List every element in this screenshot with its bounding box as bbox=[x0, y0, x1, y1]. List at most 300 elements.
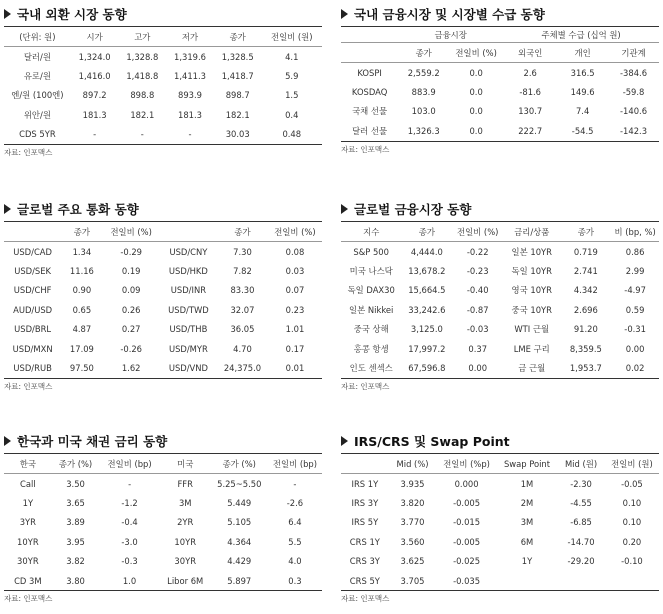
table-cell: USD/SEK bbox=[14, 266, 52, 277]
table-row bbox=[341, 261, 659, 280]
table-cell: - bbox=[128, 478, 132, 489]
table-cell: 898.7 bbox=[225, 90, 250, 101]
table-cell: 2.741 bbox=[573, 266, 598, 277]
table-cell: 4,444.0 bbox=[410, 246, 443, 257]
column-header: 저가 bbox=[166, 27, 214, 47]
column-header: 기관계 bbox=[608, 43, 659, 63]
table-cell: 0.0 bbox=[469, 125, 483, 136]
table-cell: 3.705 bbox=[400, 575, 425, 586]
table-cell: -0.22 bbox=[466, 246, 489, 257]
table-cell: 5.25~5.50 bbox=[217, 478, 262, 489]
table-cell: USD/MXN bbox=[12, 343, 53, 354]
source-note: 자료: 인포맥스 bbox=[341, 144, 390, 154]
table-cell: -6.85 bbox=[570, 517, 592, 528]
table-cell: USD/CNY bbox=[169, 246, 208, 257]
table-cell: 0.37 bbox=[468, 343, 488, 354]
table-cell: 2M bbox=[520, 498, 534, 509]
table-cell: 2,559.2 bbox=[407, 67, 440, 78]
table-row bbox=[341, 571, 659, 590]
table-cell: Call bbox=[20, 478, 36, 489]
table-row bbox=[4, 474, 322, 494]
column-header bbox=[160, 222, 217, 242]
table-cell: 2.6 bbox=[523, 67, 537, 78]
panel-title-text: 글로벌 주요 통화 동향 bbox=[17, 202, 139, 217]
table-cell: 1,328.8 bbox=[126, 51, 159, 62]
column-header: Mid (%) bbox=[389, 454, 437, 474]
table-cell: 3.935 bbox=[400, 478, 425, 489]
table-cell: IRS 3Y bbox=[351, 498, 379, 509]
source-note: 자료: 인포맥스 bbox=[4, 381, 53, 391]
panel-global-markets bbox=[341, 201, 659, 392]
panel-bonds bbox=[4, 433, 322, 604]
table-row bbox=[4, 242, 322, 262]
table-cell: 898.8 bbox=[130, 90, 155, 101]
table-cell: -0.31 bbox=[624, 324, 646, 335]
panel-title-text: 국내 외환 시장 동향 bbox=[17, 7, 127, 22]
table-cell: 1.34 bbox=[72, 246, 92, 257]
table-cell: 0.3 bbox=[288, 575, 302, 586]
divider bbox=[4, 378, 322, 379]
column-header: 종가 (%) bbox=[52, 454, 100, 474]
table-cell: 182.1 bbox=[130, 109, 155, 120]
table-cell: 1.01 bbox=[285, 324, 305, 335]
table-row bbox=[341, 121, 659, 140]
table-cell: 3.770 bbox=[400, 517, 425, 528]
table-row bbox=[4, 261, 322, 280]
panel-title bbox=[4, 201, 322, 219]
table-cell: CDS 5YR bbox=[19, 129, 56, 140]
table-cell bbox=[557, 571, 605, 590]
table-cell: KOSPI bbox=[357, 67, 382, 78]
table-cell: 1,411.3 bbox=[174, 71, 206, 82]
column-header: 전일비 (bp) bbox=[268, 454, 322, 474]
table-cell: 0.0 bbox=[469, 87, 483, 98]
table-cell: -0.005 bbox=[453, 498, 481, 509]
currencies-table bbox=[4, 222, 322, 378]
table-cell: 달러 선물 bbox=[352, 125, 388, 136]
panel-title bbox=[341, 433, 659, 451]
column-header: 종가 (%) bbox=[211, 454, 268, 474]
column-header: 전일비 (원) bbox=[605, 454, 659, 474]
table-cell: -1.2 bbox=[121, 498, 138, 509]
table-cell: - bbox=[140, 129, 144, 140]
table-cell: USD/VND bbox=[168, 363, 208, 374]
table-cell: 1Y bbox=[521, 556, 533, 567]
column-header: 종가 bbox=[217, 222, 268, 242]
group-header: 금융시장 bbox=[398, 27, 503, 43]
table-cell: USD/MYR bbox=[168, 343, 208, 354]
table-cell: 30YR bbox=[174, 556, 197, 567]
table-cell: 1Y bbox=[22, 498, 34, 509]
column-header: 전일비 (원) bbox=[262, 27, 322, 47]
table-cell: 5.9 bbox=[285, 71, 299, 82]
table-cell: 30YR bbox=[17, 556, 39, 567]
bonds-table bbox=[4, 454, 322, 590]
table-row bbox=[341, 82, 659, 101]
group-header: 주체별 수급 (십억 원) bbox=[503, 27, 659, 43]
source-note: 자료: 인포맥스 bbox=[4, 594, 53, 604]
table-cell: 독일 DAX30 bbox=[347, 285, 395, 296]
table-cell: 5.897 bbox=[227, 575, 252, 586]
table-cell: IRS 1Y bbox=[351, 478, 379, 489]
table-cell: USD/THB bbox=[169, 324, 208, 335]
table-cell: - bbox=[188, 129, 192, 140]
table-cell: 0.20 bbox=[622, 536, 642, 547]
table-cell: USD/RUB bbox=[13, 363, 52, 374]
table-cell: 316.5 bbox=[570, 67, 595, 78]
column-header: 전일비 (%) bbox=[449, 43, 503, 63]
table-cell: 893.9 bbox=[178, 90, 202, 101]
table-cell: -4.97 bbox=[624, 285, 646, 296]
table-cell: 6M bbox=[520, 536, 534, 547]
table-row bbox=[4, 86, 322, 105]
divider bbox=[4, 590, 322, 591]
table-cell: USD/INR bbox=[170, 285, 207, 296]
table-row bbox=[4, 47, 322, 67]
table-cell: 17.09 bbox=[69, 343, 94, 354]
table-cell: FFR bbox=[177, 478, 193, 489]
table-cell: -59.8 bbox=[622, 87, 645, 98]
group-header-blank bbox=[341, 27, 398, 43]
table-cell: 0.27 bbox=[121, 324, 141, 335]
flows-table bbox=[341, 27, 659, 141]
table-cell: 1,324.0 bbox=[78, 51, 111, 62]
table-cell: 0.19 bbox=[121, 266, 141, 277]
column-header: 금리/상품 bbox=[503, 222, 560, 242]
table-cell: 금 근월 bbox=[518, 363, 546, 374]
table-row bbox=[341, 474, 659, 494]
divider bbox=[4, 144, 322, 145]
column-header: 시가 bbox=[71, 27, 119, 47]
table-cell: USD/BRL bbox=[14, 324, 52, 335]
table-row bbox=[4, 513, 322, 532]
column-header: Mid (원) bbox=[557, 454, 605, 474]
table-cell: 0.03 bbox=[285, 266, 305, 277]
table-cell: 유로/원 bbox=[23, 71, 51, 82]
table-cell: 5.5 bbox=[288, 536, 302, 547]
triangle-bullet-icon bbox=[4, 436, 11, 446]
table-row bbox=[341, 242, 659, 262]
table-cell: 0.4 bbox=[285, 109, 299, 120]
table-cell: 83.30 bbox=[230, 285, 255, 296]
table-cell: -81.6 bbox=[519, 87, 542, 98]
table-cell: 222.7 bbox=[518, 125, 543, 136]
table-cell: 0.000 bbox=[454, 478, 479, 489]
table-cell: 149.6 bbox=[570, 87, 595, 98]
table-cell: 103.0 bbox=[411, 106, 436, 117]
table-cell: 0.26 bbox=[121, 304, 141, 315]
table-cell: 영국 10YR bbox=[511, 285, 552, 296]
table-cell: -0.015 bbox=[453, 517, 481, 528]
table-cell: 3.95 bbox=[66, 536, 85, 547]
table-cell: 일본 Nikkei bbox=[349, 304, 394, 315]
table-cell: -0.025 bbox=[453, 556, 481, 567]
table-cell: 1,319.6 bbox=[174, 51, 206, 62]
table-cell: 2.696 bbox=[573, 304, 598, 315]
table-cell: -0.4 bbox=[121, 517, 138, 528]
table-cell: 중국 10YR bbox=[511, 304, 552, 315]
table-cell: 0.07 bbox=[285, 285, 305, 296]
table-cell: 897.2 bbox=[82, 90, 107, 101]
table-cell: 3.820 bbox=[400, 498, 425, 509]
source-note: 자료: 인포맥스 bbox=[4, 147, 53, 157]
table-cell: 1M bbox=[520, 478, 534, 489]
table-cell: -0.29 bbox=[120, 246, 143, 257]
table-cell: 1.5 bbox=[285, 90, 299, 101]
table-cell: -2.30 bbox=[570, 478, 592, 489]
triangle-bullet-icon bbox=[341, 204, 348, 214]
column-header: 개인 bbox=[557, 43, 608, 63]
table-cell: 1.0 bbox=[122, 575, 137, 586]
table-row bbox=[4, 281, 322, 300]
table-row bbox=[4, 358, 322, 377]
table-cell: 36.05 bbox=[230, 324, 255, 335]
table-row bbox=[4, 66, 322, 85]
table-cell: 4.87 bbox=[72, 324, 92, 335]
table-cell: 3.50 bbox=[66, 478, 85, 489]
table-cell: 3M bbox=[178, 498, 192, 509]
triangle-bullet-icon bbox=[341, 9, 348, 19]
table-cell: 32.07 bbox=[230, 304, 255, 315]
table-cell: 11.16 bbox=[69, 266, 94, 277]
table-cell: 1,328.5 bbox=[221, 51, 254, 62]
table-row bbox=[341, 358, 659, 377]
table-cell: WTI 근월 bbox=[514, 324, 550, 335]
table-cell: -142.3 bbox=[620, 125, 648, 136]
table-cell: CRS 5Y bbox=[349, 575, 380, 586]
table-cell bbox=[497, 571, 557, 590]
table-row bbox=[4, 532, 322, 551]
table-cell: 0.0 bbox=[469, 106, 483, 117]
table-cell: 달러/원 bbox=[23, 51, 51, 62]
divider bbox=[341, 590, 659, 591]
table-cell: -0.10 bbox=[621, 556, 643, 567]
table-row bbox=[341, 63, 659, 83]
table-cell: 0.23 bbox=[285, 304, 305, 315]
table-row bbox=[4, 320, 322, 339]
table-cell: 0.90 bbox=[72, 285, 92, 296]
table-cell: -140.6 bbox=[620, 106, 648, 117]
table-cell: 3.625 bbox=[400, 556, 425, 567]
table-cell: -0.05 bbox=[621, 478, 643, 489]
divider bbox=[341, 141, 659, 142]
table-cell: 3.80 bbox=[66, 575, 85, 586]
table-row bbox=[341, 552, 659, 571]
table-cell: USD/TWD bbox=[168, 304, 209, 315]
column-header: 한국 bbox=[4, 454, 52, 474]
panel-title bbox=[341, 6, 659, 24]
table-cell: 독일 10YR bbox=[511, 266, 552, 277]
global-table bbox=[341, 222, 659, 378]
table-cell: - bbox=[293, 478, 297, 489]
table-cell: -0.87 bbox=[466, 304, 489, 315]
table-cell: Libor 6M bbox=[167, 575, 204, 586]
table-cell: -4.55 bbox=[570, 498, 592, 509]
swap-table bbox=[341, 454, 659, 590]
table-row bbox=[341, 320, 659, 339]
column-header: 지수 bbox=[341, 222, 401, 242]
triangle-bullet-icon bbox=[4, 204, 11, 214]
panel-title-text: 글로벌 금융시장 동향 bbox=[354, 202, 472, 217]
table-cell: 1,418.8 bbox=[126, 71, 159, 82]
table-cell: 0.0 bbox=[469, 67, 483, 78]
table-cell: - bbox=[93, 129, 97, 140]
table-cell: 4.0 bbox=[288, 556, 302, 567]
table-cell: 97.50 bbox=[69, 363, 94, 374]
table-cell: 7.30 bbox=[233, 246, 252, 257]
table-cell: 4.342 bbox=[573, 285, 598, 296]
table-cell: 91.20 bbox=[573, 324, 598, 335]
table-cell: 17,997.2 bbox=[408, 343, 446, 354]
column-header bbox=[341, 454, 389, 474]
table-cell: 181.3 bbox=[178, 109, 202, 120]
table-cell: 10YR bbox=[174, 536, 197, 547]
panel-title bbox=[4, 433, 322, 451]
table-cell: 24,375.0 bbox=[223, 363, 262, 374]
table-cell: KOSDAQ bbox=[351, 87, 388, 98]
panel-flows bbox=[341, 6, 659, 155]
column-header: 종가 bbox=[398, 43, 449, 63]
divider bbox=[341, 378, 659, 379]
table-row bbox=[4, 493, 322, 512]
table-cell: -3.0 bbox=[121, 536, 138, 547]
table-cell: 3YR bbox=[19, 517, 36, 528]
table-cell: 일본 10YR bbox=[511, 246, 552, 257]
table-cell: IRS 5Y bbox=[351, 517, 379, 528]
table-row bbox=[4, 300, 322, 319]
table-cell: 7.82 bbox=[233, 266, 252, 277]
table-cell: 181.3 bbox=[82, 109, 107, 120]
panel-title-text: 한국과 미국 채권 금리 동향 bbox=[17, 434, 168, 449]
table-cell: 13,678.2 bbox=[408, 266, 446, 277]
column-header: Swap Point bbox=[497, 454, 557, 474]
table-cell: 1,326.3 bbox=[407, 125, 440, 136]
table-cell: 0.00 bbox=[625, 343, 645, 354]
table-row bbox=[4, 125, 322, 144]
table-cell: 3.82 bbox=[66, 556, 85, 567]
table-cell: 10YR bbox=[17, 536, 39, 547]
table-cell: 2YR bbox=[177, 517, 194, 528]
table-cell: 0.65 bbox=[72, 304, 92, 315]
source-note: 자료: 인포맥스 bbox=[341, 594, 390, 604]
table-cell: 미국 나스닥 bbox=[349, 266, 393, 277]
table-cell: S&P 500 bbox=[353, 246, 389, 257]
table-cell: 0.59 bbox=[625, 304, 645, 315]
table-row bbox=[341, 281, 659, 300]
table-row bbox=[341, 339, 659, 358]
column-header: 전일비 (%) bbox=[103, 222, 160, 242]
panel-title-text: IRS/CRS 및 Swap Point bbox=[354, 434, 510, 449]
table-cell: 8,359.5 bbox=[569, 343, 602, 354]
table-cell: CD 3M bbox=[14, 575, 42, 586]
table-cell: USD/CHF bbox=[13, 285, 52, 296]
triangle-bullet-icon bbox=[341, 436, 348, 446]
table-cell: 위안/원 bbox=[23, 109, 51, 120]
table-cell: -0.3 bbox=[121, 556, 138, 567]
table-cell: CRS 1Y bbox=[349, 536, 380, 547]
table-cell: 4.429 bbox=[227, 556, 252, 567]
table-cell: -14.70 bbox=[567, 536, 595, 547]
table-row bbox=[341, 513, 659, 532]
table-cell: AUD/USD bbox=[13, 304, 53, 315]
table-cell: 국채 선물 bbox=[352, 106, 388, 117]
table-cell: 4.70 bbox=[233, 343, 252, 354]
table-cell: -0.26 bbox=[120, 343, 143, 354]
table-row bbox=[341, 532, 659, 551]
table-row bbox=[341, 102, 659, 121]
panel-fx-market bbox=[4, 6, 322, 158]
column-header: 전일비 (bp) bbox=[99, 454, 159, 474]
table-cell: 중국 상해 bbox=[353, 324, 389, 335]
table-cell: 0.00 bbox=[468, 363, 488, 374]
column-header bbox=[4, 222, 61, 242]
table-cell: -0.40 bbox=[466, 285, 489, 296]
table-cell: 0.48 bbox=[282, 129, 302, 140]
table-cell: 1,953.7 bbox=[569, 363, 602, 374]
table-cell: -54.5 bbox=[571, 125, 594, 136]
table-cell: 30.03 bbox=[225, 129, 250, 140]
column-header: 비 (bp, %) bbox=[611, 222, 659, 242]
panel-title bbox=[4, 6, 322, 24]
table-cell: 5.105 bbox=[227, 517, 252, 528]
table-cell: 67,596.8 bbox=[408, 363, 446, 374]
table-cell: 3.560 bbox=[400, 536, 425, 547]
table-cell: -384.6 bbox=[620, 67, 648, 78]
column-header: 외국인 bbox=[503, 43, 557, 63]
table-cell: 3.65 bbox=[66, 498, 85, 509]
table-cell: 3,125.0 bbox=[410, 324, 443, 335]
table-cell: 33,242.6 bbox=[408, 304, 446, 315]
table-cell: 0.10 bbox=[622, 517, 642, 528]
table-row bbox=[4, 339, 322, 358]
source-note: 자료: 인포맥스 bbox=[341, 381, 390, 391]
table-cell: 1,416.0 bbox=[78, 71, 111, 82]
table-cell: 인도 센섹스 bbox=[349, 363, 393, 374]
table-cell: 0.86 bbox=[625, 246, 645, 257]
table-cell: 182.1 bbox=[225, 109, 250, 120]
table-cell: 1.62 bbox=[121, 363, 141, 374]
table-cell: 0.08 bbox=[285, 246, 305, 257]
table-cell: -0.005 bbox=[453, 536, 481, 547]
table-cell: 15,664.5 bbox=[408, 285, 446, 296]
column-header: 전일비 (%) bbox=[268, 222, 322, 242]
table-cell: -0.23 bbox=[466, 266, 489, 277]
triangle-bullet-icon bbox=[4, 9, 11, 19]
column-header: 미국 bbox=[160, 454, 211, 474]
table-cell: 2.99 bbox=[625, 266, 645, 277]
table-cell: 3M bbox=[520, 517, 534, 528]
table-cell: 홍콩 항셍 bbox=[353, 343, 389, 354]
table-cell: 0.01 bbox=[285, 363, 305, 374]
table-cell: 0.17 bbox=[285, 343, 305, 354]
table-cell: CRS 3Y bbox=[349, 556, 380, 567]
table-cell: 0.02 bbox=[625, 363, 645, 374]
table-cell: -0.03 bbox=[466, 324, 489, 335]
table-cell: 0.719 bbox=[573, 246, 598, 257]
table-row bbox=[4, 552, 322, 571]
table-cell: 3.89 bbox=[66, 517, 85, 528]
table-cell: 1,418.7 bbox=[221, 71, 254, 82]
table-cell: 0.10 bbox=[622, 498, 642, 509]
column-header: (단위: 원) bbox=[4, 27, 71, 47]
panel-title bbox=[341, 201, 659, 219]
table-cell: USD/HKD bbox=[168, 266, 208, 277]
table-cell: 6.4 bbox=[288, 517, 302, 528]
table-cell: 7.4 bbox=[575, 106, 590, 117]
table-cell: 5.449 bbox=[227, 498, 252, 509]
table-cell: 4.1 bbox=[285, 51, 299, 62]
table-cell: USD/CAD bbox=[13, 246, 52, 257]
